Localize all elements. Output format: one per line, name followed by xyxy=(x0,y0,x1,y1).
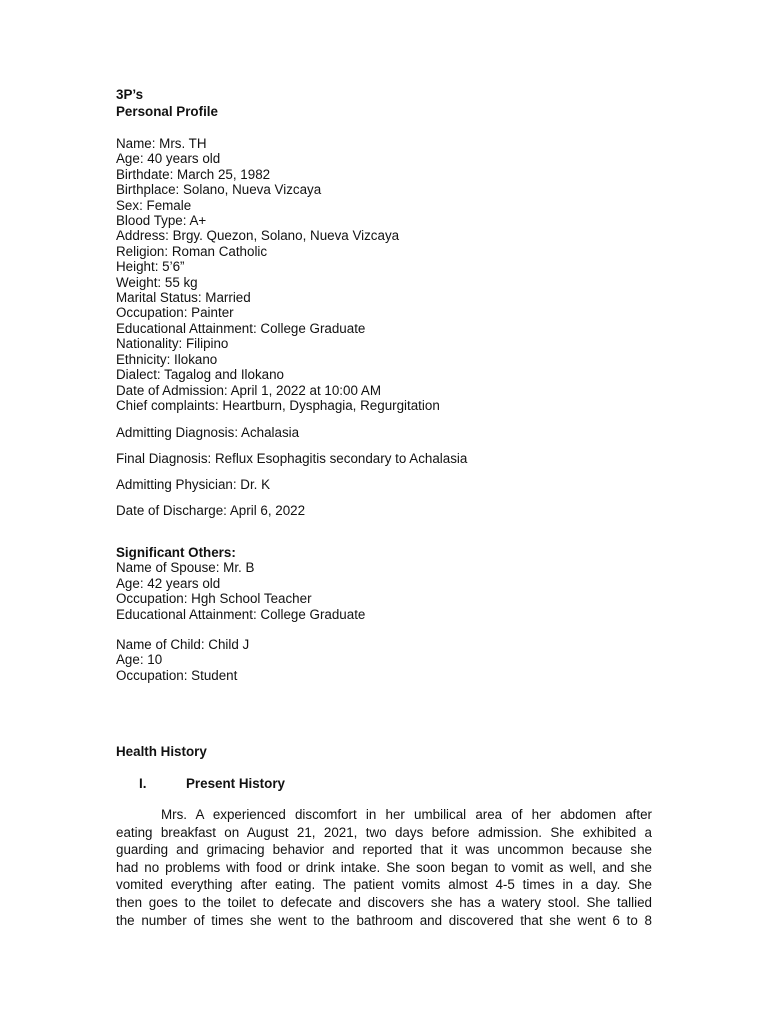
discharge-date: Date of Discharge: April 6, 2022 xyxy=(116,503,306,518)
significant-others-heading: Significant Others: xyxy=(116,545,236,560)
significant-others-child xyxy=(116,637,249,683)
profile-sex: Sex: Female xyxy=(116,197,192,213)
profile-religion: Religion: Roman Catholic xyxy=(116,243,268,259)
significant-others-spouse xyxy=(116,545,365,622)
personal-profile-list xyxy=(116,136,440,413)
child-name: Name of Child: Child J xyxy=(116,637,250,652)
profile-education: Educational Attainment: College Graduate xyxy=(116,320,366,336)
spouse-occupation: Occupation: Hgh School Teacher xyxy=(116,591,312,607)
profile-occupation: Occupation: Painter xyxy=(116,305,234,321)
profile-name: Name: Mrs. TH xyxy=(116,136,207,151)
admitting-physician: Admitting Physician: Dr. K xyxy=(116,477,271,492)
document-code: 3P’s xyxy=(116,87,144,102)
admitting-diagnosis: Admitting Diagnosis: Achalasia xyxy=(116,425,300,440)
paragraph-line: then goes to the toilet to defecate and discovers she has a watery stool. She tallied xyxy=(116,894,652,910)
section-number: I. xyxy=(139,776,147,791)
profile-birthplace: Birthplace: Solano, Nueva Vizcaya xyxy=(116,182,322,198)
health-history-heading: Health History xyxy=(116,744,207,759)
profile-address: Address: Brgy. Quezon, Solano, Nueva Vizcaya xyxy=(116,228,400,244)
spouse-education: Educational Attainment: College Graduate xyxy=(116,606,366,622)
child-age: Age: 10 xyxy=(116,652,163,668)
spouse-age: Age: 42 years old xyxy=(116,575,221,591)
child-occupation: Occupation: Student xyxy=(116,667,238,683)
profile-marital-status: Marital Status: Married xyxy=(116,290,251,306)
spouse-name: Name of Spouse: Mr. B xyxy=(116,560,255,576)
profile-admission-date: Date of Admission: April 1, 2022 at 10:00 AM xyxy=(116,382,381,398)
profile-ethnicity: Ethnicity: Ilokano xyxy=(116,351,218,367)
paragraph-line: eating breakfast on August 21, 2021, two days before admission. She exhibited a xyxy=(116,824,652,840)
profile-height: Height: 5’6” xyxy=(116,259,185,275)
final-diagnosis: Final Diagnosis: Reflux Esophagitis secondary to Achalasia xyxy=(116,451,468,466)
paragraph-line: vomited everything after eating. The patient vomits almost 4-5 times in a day. She xyxy=(116,877,652,893)
paragraph-line: guarding and grimacing behavior and reported that it was uncommon because she xyxy=(116,842,652,858)
present-history-paragraph xyxy=(116,806,652,929)
profile-dialect: Dialect: Tagalog and Ilokano xyxy=(116,367,284,383)
profile-blood-type: Blood Type: A+ xyxy=(116,213,207,229)
paragraph-line: had no problems with food or drink intake. She soon began to vomit as well, and she xyxy=(116,859,652,875)
page-title: Personal Profile xyxy=(116,104,218,119)
document-header xyxy=(116,86,218,120)
section-title: Present History xyxy=(186,776,285,791)
profile-chief-complaints: Chief complaints: Heartburn, Dysphagia, Regurgitation xyxy=(116,397,440,413)
paragraph-line: Mrs. A experienced discomfort in her umbilical area of her abdomen after xyxy=(161,807,652,822)
paragraph-line: the number of times she went to the bathroom and discovered that she went 6 to 8 xyxy=(116,912,652,928)
profile-birthdate: Birthdate: March 25, 1982 xyxy=(116,166,271,182)
profile-nationality: Nationality: Filipino xyxy=(116,336,229,352)
profile-age: Age: 40 years old xyxy=(116,151,221,167)
profile-weight: Weight: 55 kg xyxy=(116,274,198,290)
